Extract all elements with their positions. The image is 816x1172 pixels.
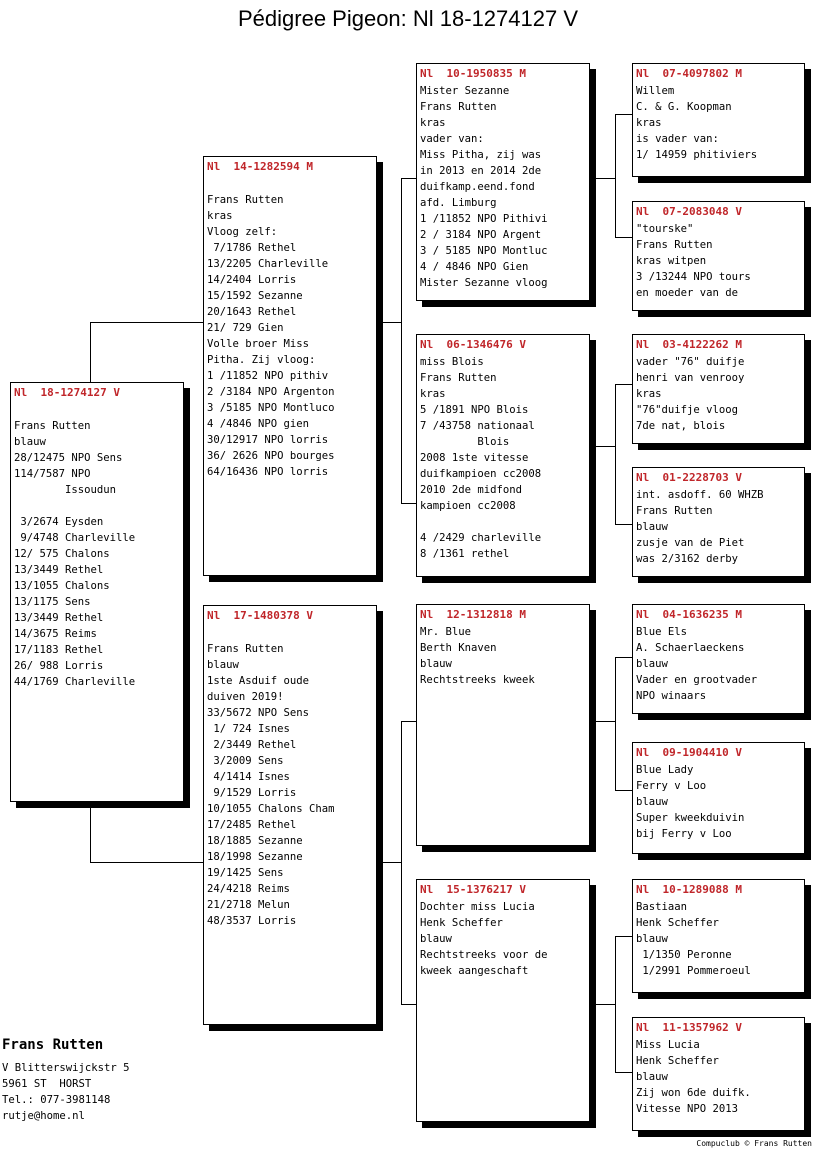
connector-line [615, 114, 616, 238]
ring-number: Nl 01-2228703 V [636, 471, 742, 484]
ring-number: Nl 06-1346476 V [420, 338, 526, 351]
pigeon-details: Mister Sezanne Frans Rutten kras vader van: Miss Pitha, zij was in 2013 en 2014 2de duifkamp.eend.fond afd. Limburg 1 /11852 NPO Pithivi 2 / 3184 NPO Argent 3 / 5185 NPO Montluc 4 / 4846 NPO Gien Mister Sezanne vloog [420, 85, 548, 289]
pigeon-box-mother-father [416, 604, 590, 846]
connector-line [401, 178, 402, 504]
ring-number: Nl 09-1904410 V [636, 746, 742, 759]
pigeon-box-fmm [632, 467, 805, 577]
ring-number: Nl 18-1274127 V [14, 386, 120, 399]
page-title: Pédigree Pigeon: Nl 18-1274127 V [237, 6, 579, 31]
ring-number: Nl 04-1636235 M [636, 608, 742, 621]
pigeon-box-mother-mother [416, 879, 590, 1122]
ring-number: Nl 07-4097802 M [636, 67, 742, 80]
pigeon-details: Dochter miss Lucia Henk Scheffer blauw Rechtstreeks voor de kweek aangeschaft [420, 901, 548, 977]
connector-line [615, 384, 616, 525]
pigeon-details: "tourske" Frans Rutten kras witpen 3 /13244 NPO tours en moeder van de [636, 223, 751, 299]
ring-number: Nl 10-1950835 M [420, 67, 526, 80]
pigeon-details: Frans Rutten blauw 1ste Asduif oude duiven 2019! 33/5672 NPO Sens 1/ 724 Isnes 2/3449 Rethel 3/2009 Sens 4/1414 Isnes 9/1529 Lorris 10/1055 Chalons Cham 17/2485 Rethel 18/1885 Sezanne 18/1998 Sezanne 19/1425 Sens 24/4218 Reims 21/2718 Melun 48/3537 Lorris [207, 643, 335, 927]
credit-text: Compuclub © Frans Rutten [696, 1139, 812, 1148]
connector-line [90, 801, 91, 863]
connector-line [595, 178, 616, 179]
connector-line [615, 936, 633, 937]
pigeon-box-mmf [632, 879, 805, 993]
ring-number: Nl 03-4122262 M [636, 338, 742, 351]
connector-line [401, 178, 417, 179]
connector-line [615, 114, 633, 115]
connector-line [377, 862, 402, 863]
connector-line [401, 1004, 417, 1005]
connector-line [377, 322, 402, 323]
connector-line [595, 1004, 616, 1005]
pigeon-details: Frans Rutten kras Vloog zelf: 7/1786 Rethel 13/2205 Charleville 14/2404 Lorris 15/1592 Sezanne 20/1643 Rethel 21/ 729 Gien Volle broer Miss Pitha. Zij vloog: 1 /11852 NPO pithiv 2 /3184 NPO Argenton 3 /5185 NPO Montluco 4 /4846 NPO gien 30/12917 NPO lorris 36/ 2626 NPO bourges 64/16436 NPO lorris [207, 194, 335, 478]
pigeon-details: Blue Lady Ferry v Loo blauw Super kweekduivin bij Ferry v Loo [636, 764, 745, 840]
connector-line [615, 384, 633, 385]
owner-block [2, 1036, 130, 1124]
pigeon-box-fff [632, 63, 805, 177]
pigeon-details: Willem C. & G. Koopman kras is vader van: 1/ 14959 phitiviers [636, 85, 758, 161]
connector-line [595, 446, 616, 447]
ring-number: Nl 15-1376217 V [420, 883, 526, 896]
connector-line [401, 721, 402, 1005]
pigeon-box-fmf [632, 334, 805, 444]
pigeon-details: Frans Rutten blauw 28/12475 NPO Sens 114/7587 NPO Issoudun 3/2674 Eysden 9/4748 Charleville 12/ 575 Chalons 13/3449 Rethel 13/1055 Chalons 13/1175 Sens 13/3449 Rethel 14/3675 Reims 17/1183 Rethel 26/ 988 Lorris 44/1769 Charleville [14, 420, 136, 688]
connector-line [90, 322, 91, 384]
pigeon-details: Mr. Blue Berth Knaven blauw Rechtstreeks kweek [420, 626, 535, 686]
pigeon-box-subject [10, 382, 184, 802]
pigeon-box-father [203, 156, 377, 576]
connector-line [401, 503, 417, 504]
pigeon-box-mfm [632, 742, 805, 854]
connector-line [595, 721, 616, 722]
ring-number: Nl 10-1289088 M [636, 883, 742, 896]
ring-number: Nl 11-1357962 V [636, 1021, 742, 1034]
connector-line [615, 657, 633, 658]
connector-line [615, 237, 633, 238]
pigeon-box-mmm [632, 1017, 805, 1131]
pigeon-box-father-mother [416, 334, 590, 577]
pigeon-box-ffm [632, 201, 805, 311]
owner-address: V Blitterswijckstr 5 5961 ST HORST Tel.: 077-3981148 rutje@home.nl [2, 1062, 130, 1122]
ring-number: Nl 07-2083048 V [636, 205, 742, 218]
pigeon-box-mother [203, 605, 377, 1025]
connector-line [615, 936, 616, 1073]
pigeon-details: Miss Lucia Henk Scheffer blauw Zij won 6de duifk. Vitesse NPO 2013 [636, 1039, 751, 1115]
owner-name: Frans Rutten [2, 1037, 104, 1053]
connector-line [401, 721, 417, 722]
ring-number: Nl 14-1282594 M [207, 160, 313, 173]
pigeon-box-mff [632, 604, 805, 714]
pigeon-details: int. asdoff. 60 WHZB Frans Rutten blauw zusje van de Piet was 2/3162 derby [636, 489, 764, 565]
pigeon-details: Blue Els A. Schaerlaeckens blauw Vader en grootvader NPO winaars [636, 626, 758, 702]
pigeon-box-father-father [416, 63, 590, 301]
pigeon-details: miss Blois Frans Rutten kras 5 /1891 NPO Blois 7 /43758 nationaal Blois 2008 1ste vitesse duifkampioen cc2008 2010 2de midfond kampioen cc2008 4 /2429 charleville 8 /1361 rethel [420, 356, 542, 560]
connector-line [615, 790, 633, 791]
connector-line [90, 322, 205, 323]
pigeon-details: vader "76" duifje henri van venrooy kras "76"duifje vloog 7de nat, blois [636, 356, 745, 432]
ring-number: Nl 17-1480378 V [207, 609, 313, 622]
ring-number: Nl 12-1312818 M [420, 608, 526, 621]
connector-line [615, 657, 616, 791]
connector-line [615, 524, 633, 525]
connector-line [615, 1072, 633, 1073]
connector-line [90, 862, 205, 863]
pigeon-details: Bastiaan Henk Scheffer blauw 1/1350 Peronne 1/2991 Pommeroeul [636, 901, 751, 977]
